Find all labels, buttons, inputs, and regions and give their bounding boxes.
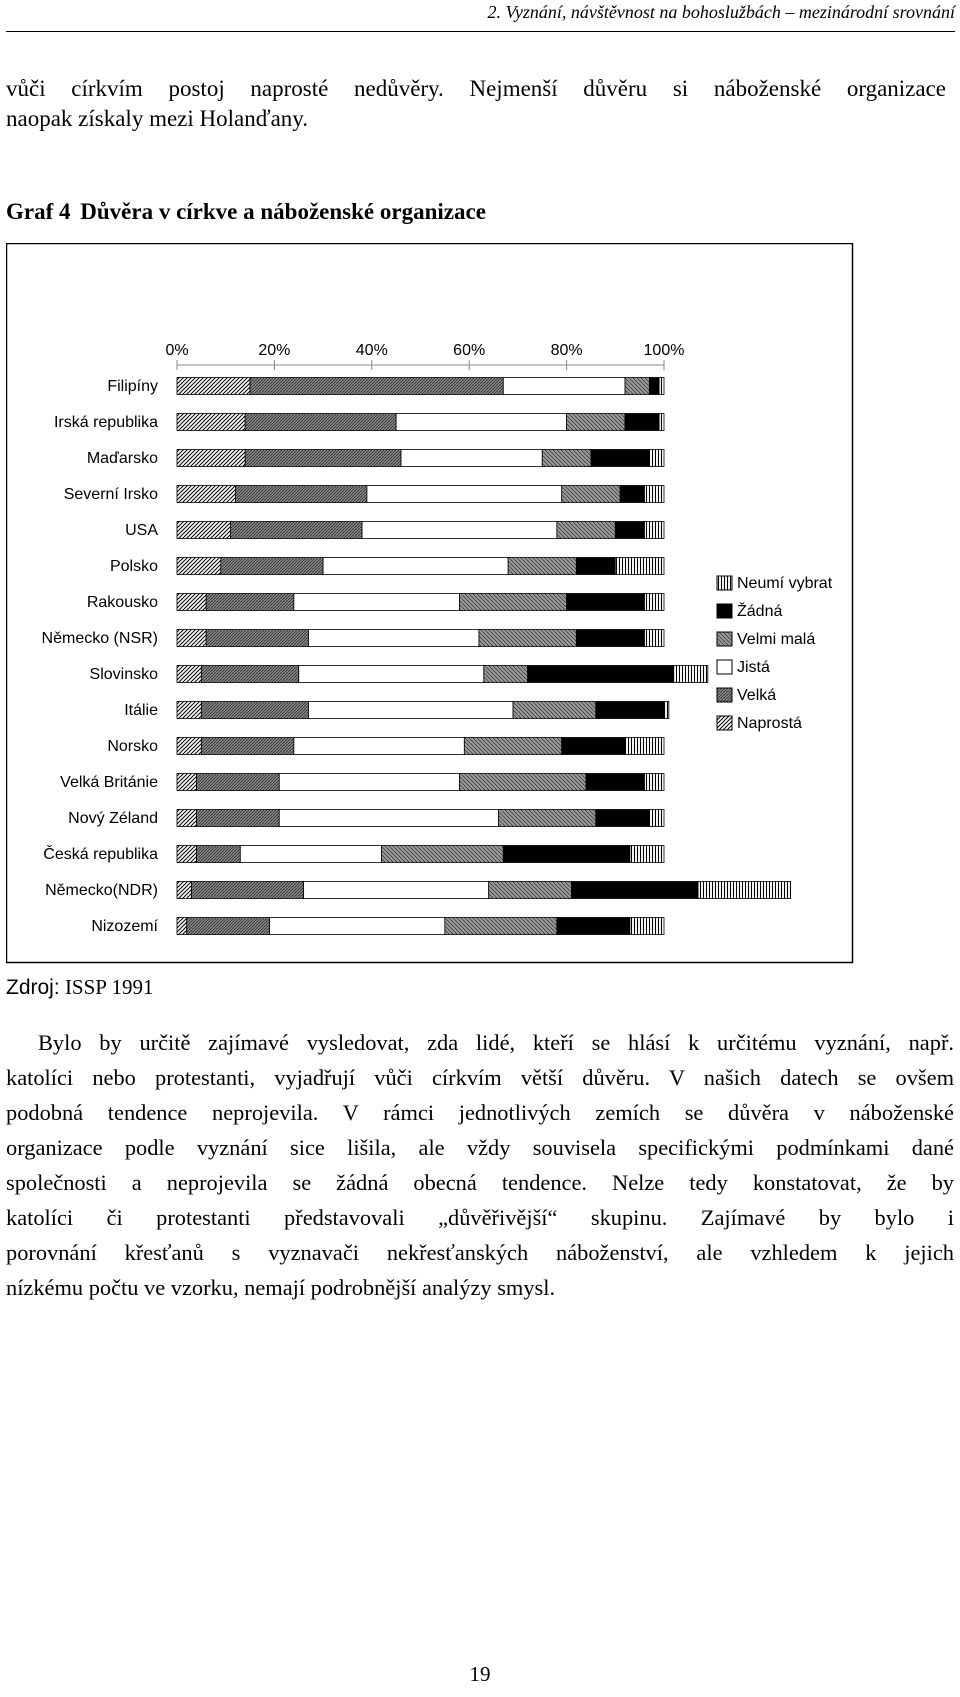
category-label: Polsko — [109, 558, 158, 575]
running-title: 2. Vyznání, návštěvnost na bohoslužbách – mezinárodní srovnání — [487, 2, 955, 22]
category-label: Severní Irsko — [63, 486, 158, 503]
paragraph-line: podobná tendence neprojevila. V rámci jednotlivých zemích se důvěra v náboženské — [6, 1100, 954, 1125]
bar-segment — [503, 846, 630, 863]
paragraph-line: společnosti a neprojevila se žádná obecná tendence. Nelze tedy konstatovat, že by — [6, 1170, 954, 1195]
legend-label: Naprostá — [737, 715, 802, 732]
bar-segment — [177, 810, 196, 827]
bar-segment — [479, 630, 576, 647]
bar-segment — [270, 918, 445, 935]
category-label: Velká Británie — [60, 774, 158, 791]
category-label: Itálie — [124, 702, 158, 719]
bar-segment — [279, 810, 498, 827]
bar-segment — [201, 666, 298, 683]
bar-segment — [177, 846, 196, 863]
bar-segment — [508, 558, 576, 575]
source-label: Zdroj: — [6, 976, 60, 999]
stacked-bar-chart — [6, 243, 854, 964]
header-rule — [6, 31, 955, 32]
bar-segment — [645, 522, 664, 539]
bar-segment — [231, 522, 362, 539]
bar-segment — [645, 774, 664, 791]
bar-segment — [177, 666, 201, 683]
bar-segment — [177, 738, 201, 755]
bar-segment — [557, 522, 615, 539]
bar-segment — [586, 774, 644, 791]
bar-segment — [279, 774, 459, 791]
category-label: USA — [125, 522, 158, 539]
bar-segment — [503, 378, 625, 395]
x-tick-label: 60% — [453, 342, 486, 359]
legend-swatch — [717, 576, 732, 590]
bar-segment — [562, 738, 625, 755]
bar-segment — [177, 702, 201, 719]
body-paragraph — [6, 1025, 954, 1305]
bar-segment — [196, 846, 240, 863]
bar-segment — [177, 630, 206, 647]
bar-segment — [664, 702, 669, 719]
bar-segment — [698, 882, 791, 899]
category-label: Maďarsko — [86, 450, 158, 467]
bar-segment — [221, 558, 323, 575]
bar-segment — [235, 486, 366, 503]
bar-segment — [659, 414, 664, 431]
bar-segment — [567, 414, 625, 431]
bar-segment — [308, 702, 513, 719]
legend-swatch — [717, 688, 732, 702]
bar-segment — [645, 630, 664, 647]
category-label: Filipíny — [107, 378, 158, 395]
bar-segment — [362, 522, 557, 539]
paragraph-line: organizace podle vyznání sice lišila, ale vždy souvisela specifickými podmínkami dané — [6, 1135, 954, 1160]
bar-segment — [649, 450, 664, 467]
bar-segment — [596, 810, 650, 827]
bar-segment — [382, 846, 504, 863]
intro-line: vůči církvím postoj naprosté nedůvěry. Nejmenší důvěru si náboženské organizace — [6, 76, 946, 101]
intro-text — [6, 74, 946, 134]
bar-segment — [674, 666, 708, 683]
bar-segment — [615, 558, 664, 575]
bar-segment — [294, 738, 464, 755]
page-number: 19 — [469, 1662, 491, 1686]
bar-segment — [240, 846, 381, 863]
legend-swatch — [717, 716, 732, 730]
bar-segment — [571, 882, 698, 899]
bar-segment — [464, 738, 561, 755]
bar-segment — [177, 450, 245, 467]
bar-segment — [459, 774, 586, 791]
bar-segment — [304, 882, 489, 899]
bar-segment — [542, 450, 591, 467]
bar-segment — [245, 414, 396, 431]
bar-segment — [513, 702, 596, 719]
paragraph-line: nízkému počtu ve vzorku, nemají podrobnější analýzy smysl. — [6, 1275, 556, 1300]
bar-segment — [489, 882, 572, 899]
x-tick-label: 40% — [355, 342, 388, 359]
bar-segment — [201, 702, 308, 719]
bar-segment — [177, 522, 231, 539]
paragraph-line: katolíci či protestanti představovali „důvěřivější“ skupinu. Zajímavé by bylo i — [6, 1205, 954, 1230]
bar-segment — [625, 738, 664, 755]
legend-swatch — [717, 660, 732, 674]
category-label: Německo(NDR) — [45, 882, 158, 899]
bar-segment — [630, 846, 664, 863]
x-tick-label: 0% — [165, 342, 189, 359]
bar-segment — [177, 414, 245, 431]
bar-segment — [177, 486, 235, 503]
bar-segment — [196, 774, 279, 791]
category-label: Norsko — [107, 738, 158, 755]
bar-segment — [620, 486, 644, 503]
bar-segment — [557, 918, 630, 935]
bar-segment — [294, 594, 460, 611]
bar-segment — [528, 666, 674, 683]
paragraph-line: porovnání křesťanů s vyznavači nekřesťanských náboženství, ale vzhledem k jejich — [6, 1240, 954, 1265]
bar-segment — [177, 774, 196, 791]
category-label: Slovinsko — [89, 666, 158, 683]
bar-segment — [567, 594, 645, 611]
bar-segment — [308, 630, 478, 647]
bar-segment — [177, 882, 192, 899]
bar-segment — [576, 558, 615, 575]
bar-segment — [645, 594, 664, 611]
legend-swatch — [717, 604, 732, 618]
intro-line: naopak získaly mezi Holanďany. — [6, 106, 309, 131]
legend-label: Neumí vybrat — [737, 575, 833, 592]
bar-segment — [649, 378, 659, 395]
x-tick-label: 20% — [258, 342, 291, 359]
paragraph-line: katolíci nebo protestanti, vyjadřují vůči církvím větší důvěru. V našich datech se ovšem — [6, 1065, 954, 1090]
category-label: Česká republika — [43, 846, 158, 863]
bar-segment — [645, 486, 664, 503]
category-label: Německo (NSR) — [41, 630, 158, 647]
source-note — [6, 975, 153, 1000]
bar-segment — [367, 486, 562, 503]
bar-segment — [615, 522, 644, 539]
category-label: Irská republika — [53, 414, 158, 431]
legend-label: Žádná — [737, 603, 783, 620]
figure-caption — [6, 199, 490, 225]
legend-label: Velká — [737, 687, 777, 704]
figure-label: Graf 4 — [6, 199, 71, 224]
bar-segment — [576, 630, 644, 647]
x-tick-label: 100% — [643, 342, 685, 359]
bar-segment — [630, 918, 664, 935]
bar-segment — [459, 594, 566, 611]
legend-label: Velmi malá — [737, 631, 816, 648]
bar-segment — [445, 918, 557, 935]
bar-segment — [299, 666, 484, 683]
bar-segment — [649, 810, 664, 827]
bar-segment — [192, 882, 304, 899]
bar-segment — [625, 378, 649, 395]
bar-segment — [245, 450, 401, 467]
bar-segment — [187, 918, 270, 935]
category-label: Nový Zéland — [68, 810, 158, 827]
bar-segment — [401, 450, 542, 467]
bar-segment — [201, 738, 294, 755]
bar-segment — [206, 630, 308, 647]
bar-segment — [323, 558, 508, 575]
bar-segment — [659, 378, 664, 395]
figure-title: Důvěra v církve a náboženské organizace — [80, 199, 486, 224]
paragraph-line: Bylo by určitě zajímavé vysledovat, zda lidé, kteří se hlásí k určitému vyznání, např. — [38, 1030, 954, 1055]
bar-segment — [196, 810, 279, 827]
bar-segment — [177, 594, 206, 611]
bar-segment — [250, 378, 503, 395]
bar-segment — [591, 450, 649, 467]
bar-segment — [177, 558, 221, 575]
bar-segment — [396, 414, 566, 431]
category-label: Rakousko — [86, 594, 158, 611]
bar-segment — [177, 918, 187, 935]
chart-frame — [6, 243, 854, 964]
source-value: ISSP 1991 — [64, 975, 154, 999]
bar-segment — [498, 810, 595, 827]
legend-swatch — [717, 632, 732, 646]
bar-segment — [206, 594, 294, 611]
bar-segment — [177, 378, 250, 395]
category-label: Nizozemí — [91, 918, 158, 935]
x-tick-label: 80% — [550, 342, 583, 359]
bar-segment — [562, 486, 620, 503]
bar-segment — [484, 666, 528, 683]
bar-segment — [625, 414, 659, 431]
bar-segment — [596, 702, 664, 719]
legend-label: Jistá — [737, 659, 770, 676]
